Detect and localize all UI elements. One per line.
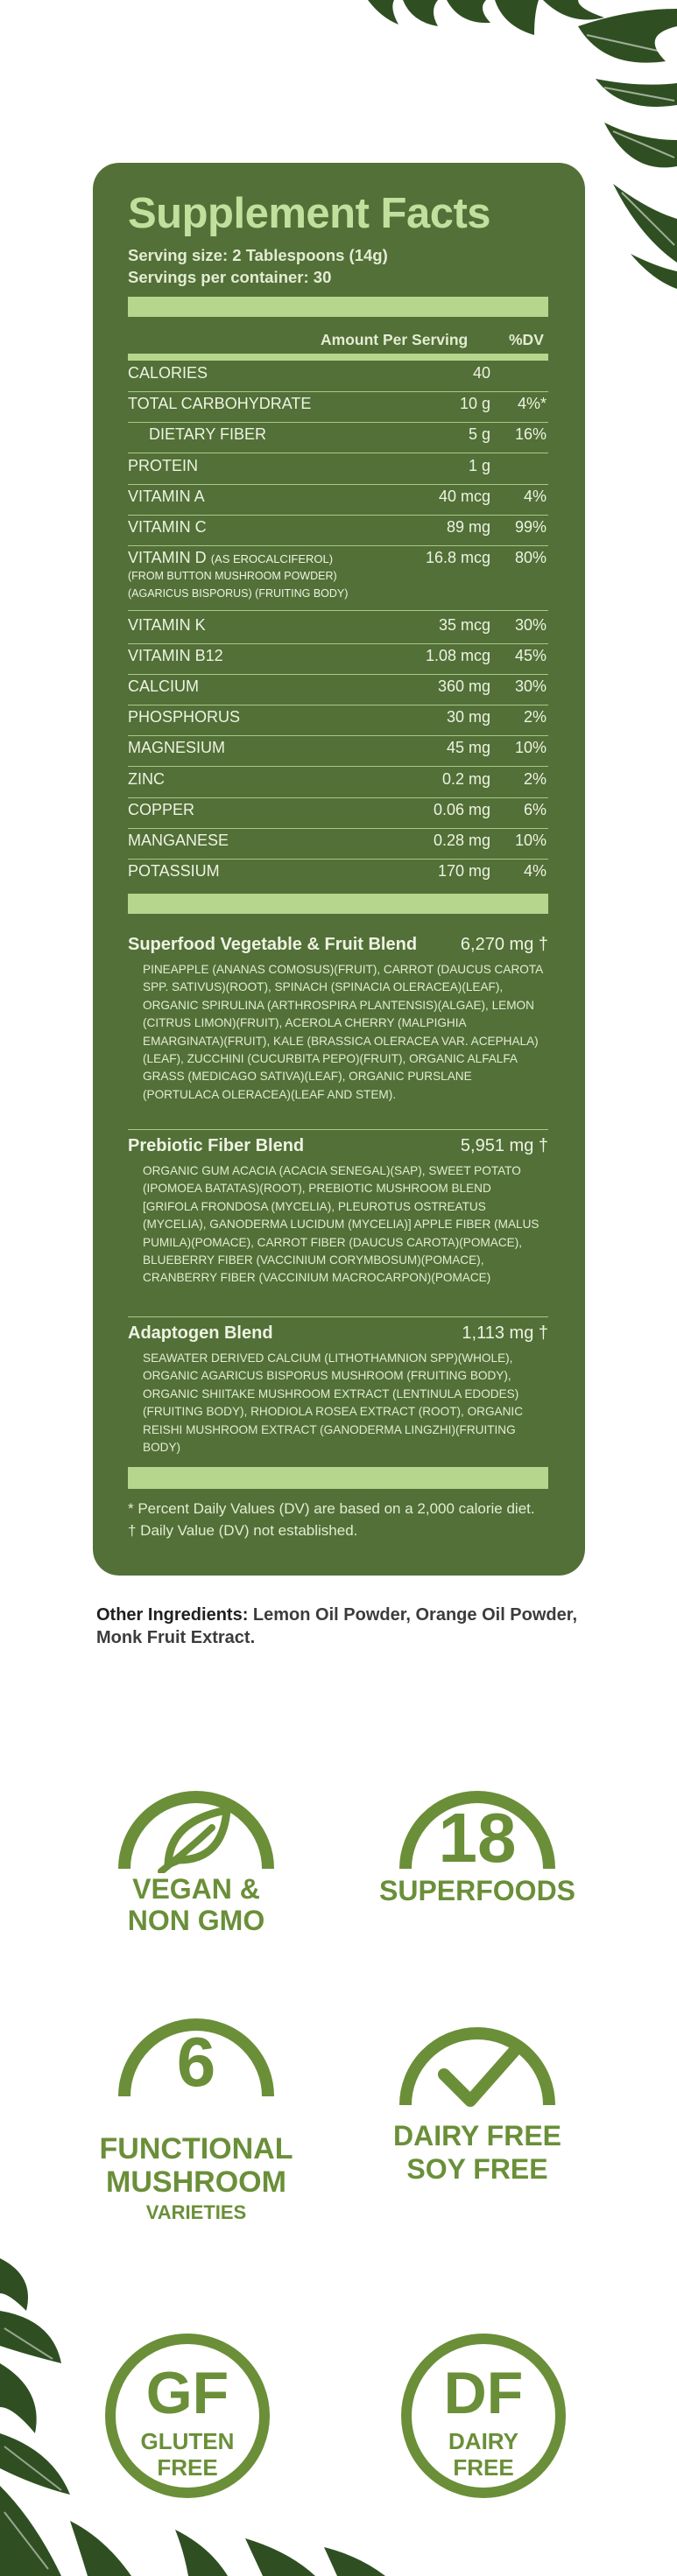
blend-amount-superfood: 6,270 mg † <box>460 935 548 954</box>
nutrient-row-vitamin-c: VITAMIN C 89 mg 99% <box>128 518 548 546</box>
leaf-decoration-bottom <box>0 2258 403 2576</box>
footnote-dv: * Percent Daily Values (DV) are based on a 2,000 calorie diet. <box>128 1500 535 1517</box>
blend-title-adaptogen: Adaptogen Blend <box>128 1323 273 1343</box>
badge-dairy-free: DF DAIRY FREE <box>343 2328 624 2503</box>
footer-bar <box>128 1467 548 1489</box>
panel-title: Supplement Facts <box>128 190 491 237</box>
badge-gluten-free: GF GLUTEN FREE <box>47 2328 328 2503</box>
blend-divider <box>128 1129 548 1130</box>
header-rule <box>128 354 548 361</box>
nutrient-row-phosphorus: PHOSPHORUS 30 mg 2% <box>128 708 548 736</box>
blend-ingredients-prebiotic: ORGANIC GUM ACACIA (ACACIA SENEGAL)(SAP), SWEET POTATO (IPOMOEA BATATAS)(ROOT), PREBIOTIC MUSHROOM BLEND [GRIFOLA FRONDOSA (MYCELIA), PLEUROTUS OSTREATUS (MYCELIA), GANODERMA LUCIDUM (MYCELIA)] APPLE FIBER (MALUS PUMILA)(POMACE), CARROT FIBER (DAUCUS CAROTA)(POMACE), BLUEBERRY FIBER (VACCINIUM CORYMBOSUM)(POMACE), CRANBERRY FIBER (VACCINIUM MACROCARPON)(POMACE) <box>143 1164 539 1285</box>
nutrient-row-protein: PROTEIN 1 g <box>128 457 548 485</box>
dv-header: %DV <box>509 331 544 348</box>
badge-dairy-soy: DAIRY FREE SOY FREE <box>337 2013 617 2215</box>
nutrient-row-magnesium: MAGNESIUM 45 mg 10% <box>128 739 548 767</box>
nutrient-row-vitamin-a: VITAMIN A 40 mcg 4% <box>128 488 548 516</box>
blend-amount-prebiotic: 5,951 mg † <box>460 1136 548 1155</box>
nutrient-row-vitamin-k: VITAMIN K 35 mcg 30% <box>128 616 548 644</box>
amount-per-serving-header: Amount Per Serving <box>321 331 469 348</box>
nutrient-row-potassium: POTASSIUM 170 mg 4% <box>128 862 547 880</box>
nutrient-row-copper: COPPER 0.06 mg 6% <box>128 801 548 829</box>
leaf-icon <box>109 1777 284 1873</box>
badge-superfoods: 18 SUPERFOODS <box>337 1777 617 1943</box>
footnote-dagger: † Daily Value (DV) not established. <box>128 1522 358 1539</box>
other-ingredients: Other Ingredients: Lemon Oil Powder, Orange Oil Powder, Monk Fruit Extract. <box>96 1605 577 1647</box>
servings-per-container: Servings per container: 30 <box>128 268 332 286</box>
nutrient-row-zinc: ZINC 0.2 mg 2% <box>128 770 548 798</box>
serving-size: Serving size: 2 Tablespoons (14g) <box>128 246 388 264</box>
blend-amount-adaptogen: 1,113 mg † <box>462 1323 548 1343</box>
nutrient-row-total-carbohydrate: TOTAL CARBOHYDRATE 10 g 4%* <box>128 395 548 423</box>
header-bar <box>128 297 548 317</box>
blend-ingredients-superfood: PINEAPPLE (ANANAS COMOSUS)(FRUIT), CARROT (DAUCUS CAROTA SPP. SATIVUS)(ROOT), SPINACH (SPINACIA OLERACEA)(LEAF), ORGANIC SPIRULINA (ARTHROSPIRA PLANTENSIS)(ALGAE), LEMON (CITRUS LIMON)(FRUIT), ACEROLA CHERRY (MALPIGHIA EMARGINATA)(FRUIT), KALE (BRASSICA OLERACEA VAR. ACEPHALA)(LEAF), ZUCCHINI (CUCURBITA PEPO)(FRUIT), ORGANIC ALFALFA GRASS (MEDICAGO SATIVA)(LEAF), ORGANIC PURSLANE (PORTULACA OLERACEA)(LEAF AND STEM). <box>143 963 543 1101</box>
blend-title-prebiotic: Prebiotic Fiber Blend <box>128 1136 305 1155</box>
blend-title-superfood: Superfood Vegetable & Fruit Blend <box>128 935 418 954</box>
nutrient-row-manganese: MANGANESE 0.28 mg 10% <box>128 832 548 860</box>
badge-vegan: VEGAN & NON GMO <box>56 1777 336 1943</box>
blend-ingredients-adaptogen: SEAWATER DERIVED CALCIUM (LITHOTHAMNION SPP)(WHOLE), ORGANIC AGARICUS BISPORUS MUSHROOM (FRUITING BODY), ORGANIC SHIITAKE MUSHROOM EXTRACT (LENTINULA EDODES)(FRUITING BODY), RHODIOLA ROSEA EXTRACT (ROOT), ORGANIC REISHI MUSHROOM EXTRACT (GANODERMA LINGZHI)(FRUITING BODY) <box>143 1351 524 1455</box>
checkmark-icon <box>390 2013 565 2109</box>
nutrients-bottom-bar <box>128 894 548 914</box>
blend-divider <box>128 1316 548 1317</box>
badge-mushroom: 6 FUNCTIONAL MUSHROOM VARIETIES <box>56 2004 336 2223</box>
nutrient-row-calcium: CALCIUM 360 mg 30% <box>128 677 548 705</box>
nutrient-row-calories: CALORIES 40 <box>128 364 548 392</box>
supplement-facts-panel <box>93 163 585 1576</box>
nutrient-row-vitamin-d: VITAMIN D (AS EROCALCIFEROL) 16.8 mcg 80% (FROM BUTTON MUSHROOM POWDER) (AGARICUS BISPORUS) (FRUITING BODY) <box>128 549 548 611</box>
nutrient-row-dietary-fiber: DIETARY FIBER 5 g 16% <box>128 425 548 453</box>
nutrient-row-vitamin-b12: VITAMIN B12 1.08 mcg 45% <box>128 647 548 675</box>
